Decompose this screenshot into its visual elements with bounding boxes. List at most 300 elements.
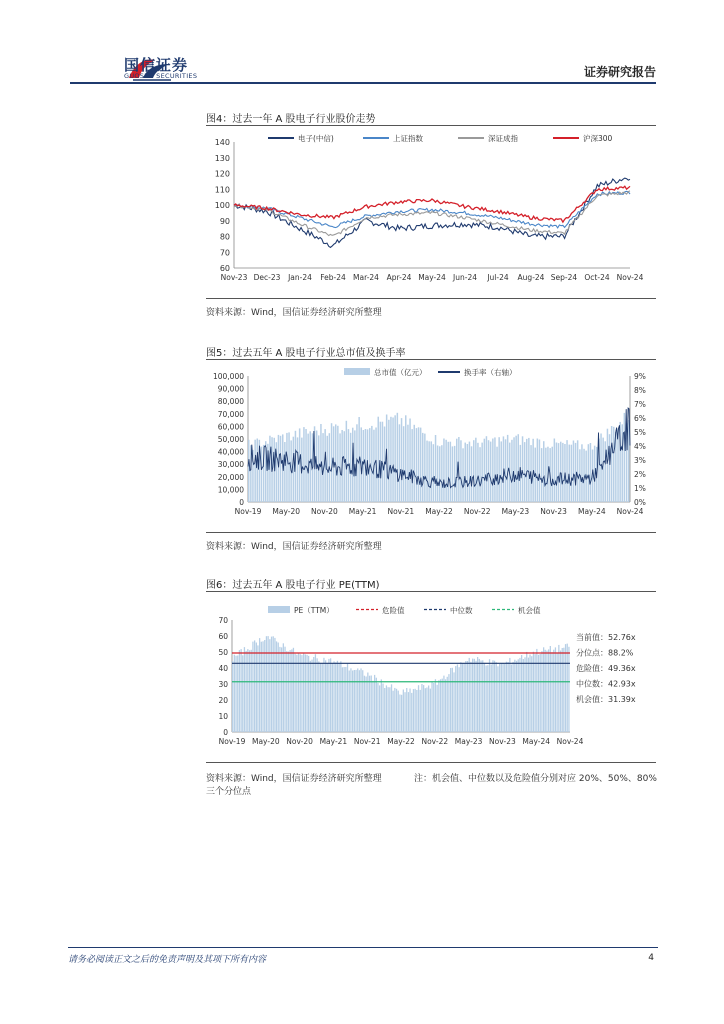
fig5-source: 资料来源：Wind，国信证券经济研究所整理	[206, 542, 382, 552]
fig5-bar	[537, 439, 538, 503]
fig6-bar	[251, 650, 252, 732]
fig4-y-tick-label: 70	[219, 248, 230, 258]
fig6-bar	[562, 648, 563, 732]
fig6-bar	[362, 670, 363, 732]
fig5-bar	[344, 431, 345, 502]
fig6-bar	[543, 647, 544, 732]
fig5-bar	[401, 418, 402, 502]
fig5-bar	[428, 441, 429, 502]
fig6-y-tick-label: 10	[218, 712, 228, 721]
fig5-bar	[481, 443, 482, 502]
fig6-bar	[345, 667, 346, 732]
fig5-x-tick-label: Nov-19	[234, 507, 262, 516]
fig5-right-tick-label: 6%	[634, 414, 646, 423]
fig5-bar	[469, 442, 470, 502]
fig6-x-tick-label: May-20	[251, 737, 280, 746]
fig6-bar	[295, 654, 296, 732]
fig6-bar	[496, 662, 497, 732]
fig5-bar	[435, 435, 436, 502]
fig6-bar	[553, 650, 554, 732]
fig5-bar	[467, 444, 468, 502]
footer-divider	[68, 947, 658, 948]
fig4-x-tick-label: Nov-23	[220, 273, 248, 282]
fig5-bar	[248, 440, 249, 502]
fig6-bar	[447, 677, 448, 732]
fig5-right-tick-label: 2%	[634, 470, 646, 479]
fig5-bar	[498, 437, 499, 502]
fig4-y-tick-label: 110	[214, 185, 230, 195]
fig6-bar	[320, 663, 321, 732]
fig6-bar	[438, 680, 439, 732]
fig6-bar	[328, 659, 329, 732]
fig5-bar	[528, 438, 529, 502]
fig6-annotation: 危险值：49.36x	[576, 664, 636, 673]
fig5-bar	[288, 432, 289, 502]
fig5-bar	[494, 437, 495, 502]
fig5-bar	[392, 418, 393, 503]
fig6-bar	[374, 675, 375, 732]
fig4-source: 资料来源：Wind，国信证券经济研究所整理	[206, 308, 382, 318]
fig4-bottom-rule	[206, 298, 656, 299]
fig4-x-tick-label: Sep-24	[550, 273, 578, 282]
fig6-x-tick-label: May-24	[522, 737, 551, 746]
fig6-bar	[442, 679, 443, 732]
fig5-bar	[492, 439, 493, 503]
fig5-bar	[388, 420, 389, 502]
fig6-bar	[545, 650, 546, 732]
fig6-bar	[408, 692, 409, 732]
fig6-x-tick-label: May-21	[319, 737, 348, 746]
fig6-bar	[327, 664, 328, 733]
fig4-x-tick-label: Oct-24	[584, 273, 610, 282]
fig4-y-tick-label: 120	[214, 169, 230, 179]
fig6-bar	[347, 664, 348, 732]
fig6-bar	[479, 659, 480, 732]
fig6-bar	[337, 661, 338, 732]
fig6-bar	[349, 671, 350, 733]
fig5-right-tick-label: 1%	[634, 484, 646, 493]
fig6-bar	[330, 658, 331, 732]
fig6-bar	[464, 663, 465, 732]
fig6-bar	[350, 668, 351, 732]
fig6-bar	[413, 689, 414, 732]
fig5-legend-swatch-bar	[344, 368, 370, 375]
fig5-bar	[511, 440, 512, 502]
fig5-right-tick-label: 4%	[634, 442, 646, 451]
fig6-bar	[460, 662, 461, 732]
fig5-bar	[403, 426, 404, 502]
fig4-legend-label: 电子(中信)	[298, 134, 334, 143]
fig4-legend-label: 上证指数	[393, 134, 423, 143]
fig6-bar	[300, 654, 301, 732]
fig6-bottom-rule	[206, 762, 656, 763]
fig6-legend-label: 机会值	[518, 606, 541, 615]
fig5-bar	[505, 439, 506, 502]
fig5-bar	[437, 446, 438, 503]
fig6-bar	[406, 688, 407, 732]
fig6-bar	[509, 658, 510, 732]
fig5-bar	[454, 446, 455, 502]
fig5-bar	[452, 446, 453, 502]
fig6-bar	[514, 660, 515, 732]
fig6-x-tick-label: May-22	[387, 737, 415, 746]
fig5-bar	[524, 442, 525, 502]
fig5-top-rule	[206, 359, 656, 360]
fig5-bar	[513, 437, 514, 502]
fig6-bar	[271, 637, 272, 732]
fig5-bar	[571, 445, 572, 502]
fig6-bar	[369, 676, 370, 732]
fig5-bar	[462, 448, 463, 502]
footer-disclaimer: 请务必阅读正文之后的免责声明及其项下所有内容	[68, 955, 267, 965]
fig6-y-tick-label: 40	[218, 664, 228, 673]
fig6-bar	[404, 692, 405, 732]
fig6-bar	[357, 668, 358, 732]
fig5-x-tick-label: May-22	[425, 507, 453, 516]
header-divider	[70, 82, 656, 84]
fig5-left-tick-label: 10,000	[217, 485, 244, 495]
fig6-bar	[232, 661, 233, 732]
fig5-bar	[518, 434, 519, 502]
fig6-bar	[443, 676, 444, 732]
fig6-legend-label: PE（TTM）	[294, 606, 334, 615]
fig6-bar	[518, 659, 519, 732]
fig5-bar	[617, 429, 618, 503]
fig6-bar	[521, 655, 522, 732]
fig5-bar	[522, 436, 523, 502]
fig6-bar	[450, 668, 451, 732]
fig6-bar	[568, 647, 569, 732]
fig6-bar	[501, 663, 502, 732]
fig4-series-line	[234, 178, 630, 247]
fig6-bar	[421, 684, 422, 732]
fig6-bar	[494, 661, 495, 732]
fig6-bar	[366, 677, 367, 733]
fig6-bar	[393, 691, 394, 732]
fig4-chart	[206, 128, 656, 290]
fig6-bar	[296, 655, 297, 732]
fig5-bar	[471, 446, 472, 502]
fig6-bar	[567, 644, 568, 732]
fig6-bar	[340, 661, 341, 732]
fig6-bar	[467, 661, 468, 732]
fig6-note: 注：机会值、中位数以及危险值分别对应 20%、50%、80%	[414, 774, 657, 784]
fig6-bar	[257, 645, 258, 732]
fig5-bar	[407, 425, 408, 502]
fig6-y-tick-label: 70	[218, 616, 228, 625]
fig5-bar	[337, 426, 338, 502]
fig5-bar	[488, 440, 489, 502]
fig5-bar	[573, 441, 574, 503]
fig6-y-tick-label: 20	[218, 696, 228, 705]
fig6-bar	[311, 660, 312, 732]
fig6-bar	[411, 693, 412, 732]
fig6-bar	[333, 661, 334, 732]
fig5-bar	[293, 437, 294, 502]
fig6-x-tick-label: Nov-22	[421, 737, 449, 746]
fig5-x-tick-label: May-24	[577, 507, 606, 516]
fig4-x-tick-label: Apr-24	[386, 273, 412, 282]
fig5-right-tick-label: 9%	[634, 372, 646, 381]
fig6-bar	[323, 658, 324, 732]
fig6-bar	[342, 667, 343, 732]
fig6-bar	[322, 663, 323, 732]
fig5-bar	[465, 443, 466, 502]
fig6-note-line2: 三个分位点	[206, 787, 252, 797]
fig6-bar	[529, 655, 530, 733]
fig6-bar	[469, 658, 470, 732]
fig5-bar	[411, 429, 412, 502]
fig6-bar	[452, 668, 453, 732]
fig5-bar	[484, 439, 485, 502]
fig6-bar	[487, 665, 488, 732]
fig6-bar	[293, 648, 294, 732]
fig5-bar	[602, 438, 603, 502]
fig6-bar	[278, 643, 279, 733]
fig6-annotation: 当前值：52.76x	[576, 633, 636, 642]
fig6-x-tick-label: Nov-20	[286, 737, 313, 746]
fig5-left-tick-label: 60,000	[217, 422, 244, 432]
fig6-bar	[535, 654, 536, 732]
fig4-title: 图4：过去一年 A 股电子行业股价走势	[206, 114, 376, 125]
fig5-bar	[448, 442, 449, 502]
fig5-x-tick-label: Nov-24	[616, 507, 644, 516]
fig6-annotation: 机会值：31.39x	[576, 695, 636, 704]
fig6-bar	[480, 661, 481, 733]
fig5-bar	[303, 427, 304, 502]
fig4-y-tick-label: 140	[214, 138, 230, 147]
fig6-bar	[489, 659, 490, 732]
fig6-bar	[382, 684, 383, 733]
fig5-bar	[562, 443, 563, 502]
fig6-bar	[431, 681, 432, 732]
fig6-bar	[437, 685, 438, 732]
fig6-bar	[524, 657, 525, 732]
fig6-bar	[247, 649, 248, 732]
fig4-x-tick-label: Mar-24	[353, 273, 379, 282]
fig6-bar	[244, 647, 245, 732]
fig5-x-tick-label: May-23	[501, 507, 530, 516]
fig5-bar	[624, 413, 625, 502]
fig5-bar	[310, 431, 311, 502]
fig6-bar	[448, 674, 449, 732]
fig5-bar	[475, 438, 476, 502]
fig5-bar	[515, 436, 516, 502]
fig6-bar	[523, 659, 524, 732]
fig6-bar	[455, 666, 456, 732]
fig6-bar	[433, 683, 434, 732]
fig5-left-tick-label: 80,000	[217, 397, 244, 407]
fig6-bar	[491, 665, 492, 733]
fig6-bar	[388, 687, 389, 732]
fig5-bar	[363, 430, 364, 502]
fig5-bar	[409, 419, 410, 503]
fig6-bar	[425, 688, 426, 732]
fig6-bar	[499, 664, 500, 732]
fig6-bar	[497, 666, 498, 732]
fig5-bar	[583, 449, 584, 502]
fig6-legend-label: 中位数	[450, 606, 473, 615]
fig6-legend-label: 危险值	[382, 606, 405, 615]
fig6-bar	[508, 662, 509, 732]
fig6-bar	[360, 668, 361, 732]
fig6-bar	[344, 667, 345, 732]
fig4-x-tick-label: Jul-24	[487, 273, 509, 282]
fig6-bar	[440, 679, 441, 732]
fig5-bar	[581, 444, 582, 502]
fig6-bar	[305, 654, 306, 732]
fig6-bar	[283, 643, 284, 732]
fig5-bar	[473, 440, 474, 502]
fig6-bar	[492, 660, 493, 732]
fig4-x-tick-label: Aug-24	[517, 273, 545, 282]
fig6-bar	[268, 636, 269, 732]
fig5-bar	[541, 448, 542, 502]
fig6-bar	[401, 695, 402, 732]
fig6-bar	[242, 655, 243, 732]
fig6-bar	[428, 686, 429, 733]
fig6-bar	[256, 643, 257, 733]
fig6-bar	[555, 647, 556, 732]
fig6-bar	[274, 638, 275, 732]
fig5-bar	[611, 426, 612, 502]
fig5-bar	[445, 440, 446, 502]
fig5-bar	[486, 436, 487, 502]
fig5-left-tick-label: 70,000	[217, 409, 244, 419]
fig5-bar	[543, 441, 544, 502]
fig4-y-tick-label: 130	[214, 153, 230, 163]
fig4-series-line	[234, 191, 630, 228]
fig4-x-tick-label: Dec-23	[253, 273, 281, 282]
fig6-bar	[391, 684, 392, 732]
fig4-legend-label: 深证成指	[488, 134, 518, 143]
fig5-bar	[405, 415, 406, 502]
fig4-y-tick-label: 100	[214, 201, 230, 210]
fig6-bar	[519, 658, 520, 732]
fig6-y-tick-label: 30	[218, 680, 228, 689]
fig6-bar	[249, 650, 250, 732]
fig5-bar	[577, 440, 578, 502]
fig6-bar	[457, 664, 458, 732]
fig5-x-tick-label: Nov-22	[463, 507, 491, 516]
fig6-bar	[558, 645, 559, 732]
fig5-bar	[613, 427, 614, 502]
fig6-bar	[394, 688, 395, 732]
fig5-bar	[284, 442, 285, 502]
fig5-bar	[566, 440, 567, 502]
fig6-bar	[273, 636, 274, 732]
fig6-bar	[313, 657, 314, 732]
fig6-bar	[364, 676, 365, 732]
fig6-bar	[398, 691, 399, 732]
fig5-bar	[297, 437, 298, 502]
fig5-bar	[545, 448, 546, 502]
fig6-bar	[379, 685, 380, 732]
fig6-annotation: 分位点：88.2%	[576, 648, 634, 658]
fig5-bar	[261, 447, 262, 502]
fig5-left-tick-label: 0	[239, 498, 244, 507]
fig5-bar	[569, 445, 570, 502]
fig5-bar	[426, 441, 427, 502]
fig6-bar	[418, 685, 419, 732]
fig6-x-tick-label: Nov-23	[489, 737, 516, 746]
fig5-x-tick-label: Nov-21	[387, 507, 415, 516]
fig6-bar	[426, 688, 427, 733]
fig5-right-tick-label: 3%	[634, 456, 646, 465]
fig5-legend-label: 总市值（亿元）	[374, 368, 427, 377]
fig6-bar	[526, 652, 527, 732]
fig5-bar	[299, 428, 300, 502]
fig6-top-rule	[206, 591, 656, 592]
fig6-bar	[241, 649, 242, 732]
fig6-bar	[551, 652, 552, 732]
fig6-bar	[475, 661, 476, 732]
fig6-bar	[516, 661, 517, 732]
fig5-bar	[588, 444, 589, 502]
fig6-bar	[445, 679, 446, 732]
fig5-right-tick-label: 8%	[634, 386, 646, 395]
fig6-bar	[482, 660, 483, 732]
fig5-bar	[399, 424, 400, 502]
fig5-bar	[305, 429, 306, 502]
logo-text-cn: 国信证券	[124, 56, 189, 74]
fig5-bar	[390, 417, 391, 502]
fig6-x-tick-label: Nov-19	[218, 737, 246, 746]
fig5-bar	[607, 429, 608, 502]
fig4-x-tick-label: Jan-24	[288, 273, 312, 282]
fig5-legend-label: 换手率（右轴）	[464, 368, 517, 377]
fig6-bar	[462, 663, 463, 732]
fig6-bar	[504, 664, 505, 732]
fig5-x-tick-label: May-21	[348, 507, 377, 516]
report-type-label: 证券研究报告	[583, 65, 656, 79]
fig6-bar	[276, 641, 277, 732]
fig4-x-tick-label: Feb-24	[320, 273, 346, 282]
fig5-right-tick-label: 7%	[634, 400, 646, 409]
fig6-x-tick-label: Nov-21	[353, 737, 381, 746]
fig5-bar	[556, 443, 557, 503]
fig5-bar	[257, 439, 258, 503]
fig5-right-tick-label: 5%	[634, 428, 646, 437]
fig4-x-tick-label: Nov-24	[616, 273, 644, 282]
fig6-bar	[465, 661, 466, 732]
fig5-bar	[443, 439, 444, 503]
fig5-bar	[609, 434, 610, 502]
fig5-bar	[539, 440, 540, 503]
fig6-annotation: 中位数：42.93x	[576, 679, 636, 689]
fig4-top-rule	[206, 125, 656, 126]
fig6-bar	[435, 679, 436, 732]
fig6-bar	[557, 652, 558, 732]
fig6-bar	[332, 664, 333, 733]
fig5-left-tick-label: 30,000	[217, 460, 244, 470]
fig6-x-tick-label: May-23	[454, 737, 483, 746]
fig6-x-tick-label: Nov-24	[556, 737, 584, 746]
fig6-bar	[325, 660, 326, 732]
fig6-title: 图6：过去五年 A 股电子行业 PE(TTM)	[206, 580, 380, 591]
fig6-bar	[506, 662, 507, 732]
fig6-bar	[308, 656, 309, 732]
fig5-left-tick-label: 20,000	[217, 472, 244, 482]
fig6-bar	[381, 679, 382, 732]
fig6-bar	[430, 689, 431, 732]
fig6-bar	[252, 642, 253, 732]
fig6-bar	[279, 647, 280, 732]
fig6-bar	[472, 659, 473, 732]
fig5-bar	[424, 434, 425, 502]
fig5-bar	[558, 443, 559, 502]
fig5-bar	[278, 435, 279, 502]
